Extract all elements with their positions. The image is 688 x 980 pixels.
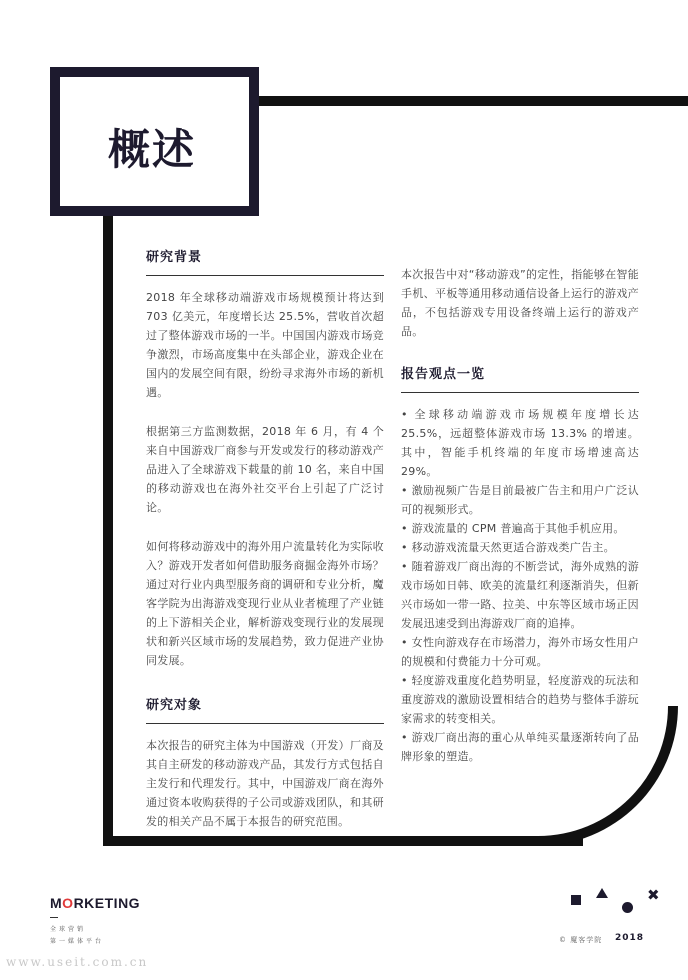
object-paragraph: 本次报告的研究主体为中国游戏（开发）厂商及其自主研发的移动游戏产品，其发行方式包括自主发行和代理发行。其中，中国游戏厂商在海外通过资本收购获得的子公司或游戏团队，和其研发的相关产品不属于本报告的研究范围。 xyxy=(146,739,384,828)
triangle-icon xyxy=(596,888,608,898)
logo-tagline-2: 第一媒体平台 xyxy=(50,938,105,945)
list-item: • 全球移动端游戏市场规模年度增长达 25.5%，远超整体游戏市场 13.3% 的增速。其中，智能手机终端的年度市场增速高达 29%。 xyxy=(401,408,639,478)
list-item: • 移动游戏流量天然更适合游戏类广告主。 xyxy=(401,541,615,554)
list-item: • 女性向游戏存在市场潜力，海外市场女性用户的规模和付费能力十分可观。 xyxy=(401,636,639,668)
list-item: • 随着游戏厂商出海的不断尝试，海外成熟的游戏市场如日韩、欧美的流量红利逐渐消失，但新兴市场如一带一路、拉美、中东等区域市场正因发展迅速受到出海游戏厂商的追捧。 xyxy=(401,560,639,630)
section-heading-views: 报告观点一览 xyxy=(401,365,639,393)
page-title: 概述 xyxy=(108,125,197,174)
list-item: • 轻度游戏重度化趋势明显，轻度游戏的玩法和重度游戏的激励设置相结合的趋势与整体手游玩家需求的转变相关。 xyxy=(401,674,639,725)
footer-year: 2018 xyxy=(615,933,645,943)
background-paragraph-1: 2018 年全球移动端游戏市场规模预计将达到 703 亿美元，年度增长达 25.5%，营收首次超过了整体游戏市场的一半。中国国内游戏市场竞争激烈，市场高度集中在头部企业，游戏企业在国内的发展空间有限，纷纷寻求海外市场的新机遇。 xyxy=(146,291,384,399)
right-column xyxy=(401,265,639,766)
marketing-logo xyxy=(50,895,140,911)
list-item: • 游戏流量的 CPM 普遍高于其他手机应用。 xyxy=(401,522,625,535)
logo-divider xyxy=(50,917,58,918)
title-box xyxy=(50,67,259,216)
list-item: • 激励视频广告是目前最被广告主和用户广泛认可的视频形式。 xyxy=(401,484,639,516)
logo-suffix: RKETING xyxy=(73,895,141,911)
decorative-shapes xyxy=(568,888,668,918)
watermark: www.useit.com.cn xyxy=(6,955,149,969)
list-item: • 游戏厂商出海的重心从单纯买量逐渐转向了品牌形象的塑造。 xyxy=(401,731,639,763)
frame-line-left xyxy=(103,210,113,846)
logo-tagline-1: 全球营销 xyxy=(50,926,87,933)
x-icon: ✖ xyxy=(647,886,660,904)
section-heading-background: 研究背景 xyxy=(146,248,384,276)
background-paragraph-2: 根据第三方监测数据，2018 年 6 月，有 4 个来自中国游戏厂商参与开发或发行的移动游戏产品进入了全球游戏下载量的前 10 名，来自中国的移动游戏也在海外社交平台上引起了广泛讨论。 xyxy=(146,425,384,514)
definition-paragraph: 本次报告中对“移动游戏”的定性，指能够在智能手机、平板等通用移动通信设备上运行的游戏产品，不包括游戏专用设备终端上运行的游戏产品。 xyxy=(401,268,639,338)
logo-prefix: M xyxy=(50,895,63,911)
section-heading-object: 研究对象 xyxy=(146,696,384,724)
frame-line-top xyxy=(195,96,688,106)
square-icon xyxy=(571,895,581,905)
logo-accent: O xyxy=(62,895,74,911)
footer-credit: © 魔客学院 xyxy=(559,936,603,944)
left-column xyxy=(146,248,384,851)
views-list xyxy=(401,405,639,766)
circle-icon xyxy=(622,902,633,913)
background-paragraph-3: 如何将移动游戏中的海外用户流量转化为实际收入？游戏开发者如何借助服务商掘金海外市场？通过对行业内典型服务商的调研和专业分析，魔客学院为出海游戏变现行业从业者梳理了产业链的上下游相关企业，解析游戏变现行业的发展现状和新兴区域市场的发展趋势，致力促进产业协同发展。 xyxy=(146,540,384,667)
